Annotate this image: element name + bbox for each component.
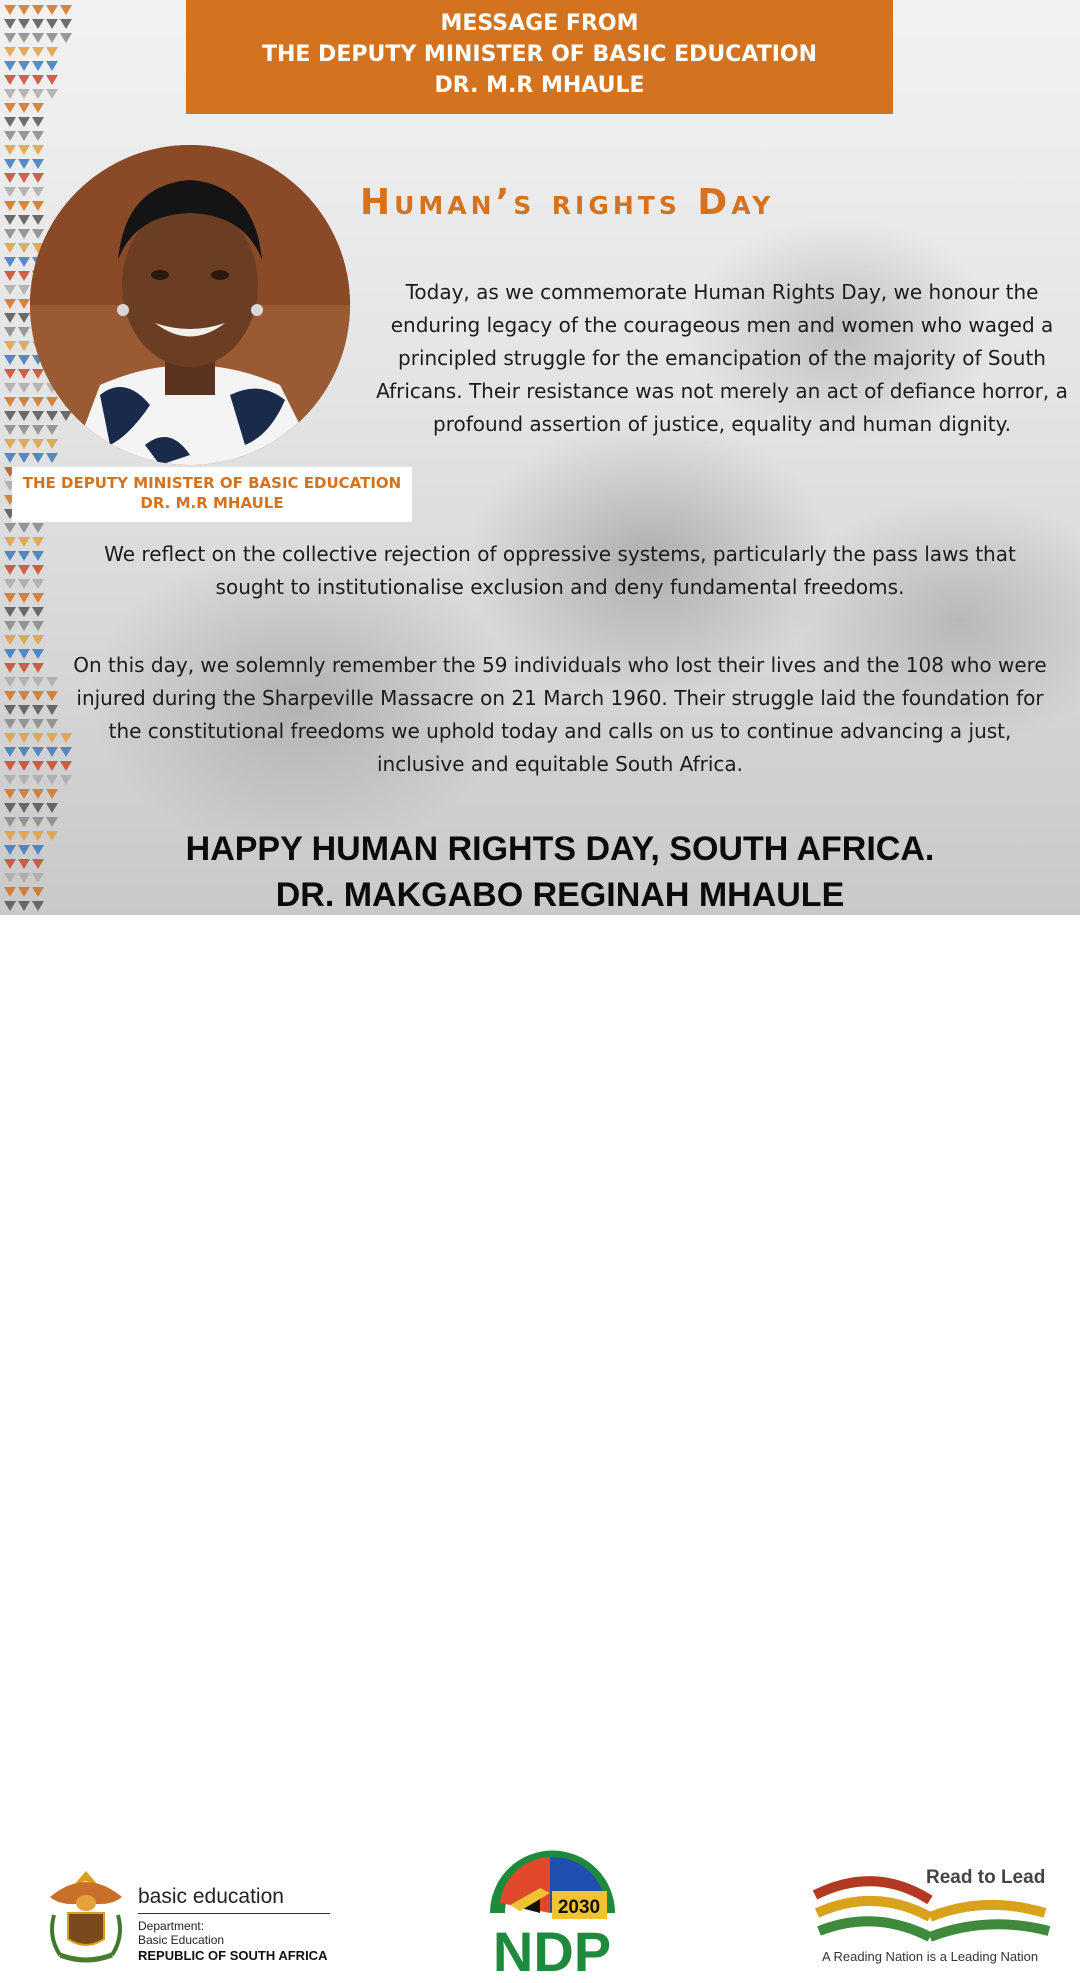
pattern-triangle	[18, 5, 30, 15]
pattern-triangle	[32, 453, 44, 463]
pattern-triangle	[18, 635, 30, 645]
pattern-triangle	[32, 369, 44, 379]
pattern-triangle	[4, 565, 16, 575]
pattern-triangle	[32, 607, 44, 617]
pattern-triangle	[46, 691, 58, 701]
pattern-triangle	[18, 537, 30, 547]
pattern-triangle	[4, 425, 16, 435]
pattern-triangle	[4, 313, 16, 323]
pattern-triangle	[18, 243, 30, 253]
pattern-triangle	[4, 635, 16, 645]
pattern-triangle	[4, 775, 16, 785]
pattern-triangle	[4, 761, 16, 771]
pattern-triangle	[46, 775, 58, 785]
pattern-triangle	[32, 789, 44, 799]
pattern-triangle	[4, 33, 16, 43]
pattern-triangle	[4, 901, 16, 911]
pattern-triangle	[4, 523, 16, 533]
pattern-triangle	[18, 705, 30, 715]
closing-line-2: DR. MAKGABO REGINAH MHAULE	[275, 876, 845, 914]
pattern-triangle	[32, 887, 44, 897]
pattern-triangle	[4, 621, 16, 631]
pattern-triangle	[46, 747, 58, 757]
pattern-triangle	[32, 775, 44, 785]
pattern-triangle	[18, 579, 30, 589]
pattern-triangle	[4, 257, 16, 267]
pattern-triangle	[46, 453, 58, 463]
pattern-triangle	[4, 411, 16, 421]
pattern-triangle	[46, 61, 58, 71]
pattern-triangle	[18, 285, 30, 295]
pattern-triangle	[4, 649, 16, 659]
pattern-triangle	[46, 75, 58, 85]
pattern-triangle	[32, 747, 44, 757]
dept-divider	[138, 1913, 330, 1914]
pattern-triangle	[4, 439, 16, 449]
pattern-triangle	[46, 19, 58, 29]
pattern-triangle	[46, 733, 58, 743]
minister-portrait	[30, 145, 350, 465]
pattern-triangle	[60, 5, 72, 15]
pattern-triangle	[18, 19, 30, 29]
pattern-triangle	[32, 425, 44, 435]
pattern-triangle	[46, 817, 58, 827]
pattern-triangle	[18, 621, 30, 631]
pattern-triangle	[4, 131, 16, 141]
pattern-triangle	[32, 33, 44, 43]
pattern-triangle	[4, 747, 16, 757]
pattern-triangle	[32, 47, 44, 57]
closing-line-1: HAPPY HUMAN RIGHTS DAY, SOUTH AFRICA.	[185, 830, 935, 868]
pattern-triangle	[18, 145, 30, 155]
pattern-triangle	[32, 523, 44, 533]
pattern-triangle	[4, 607, 16, 617]
pattern-triangle	[18, 565, 30, 575]
pattern-triangle	[4, 117, 16, 127]
dept-name: basic education	[138, 1885, 284, 1908]
closing-message	[60, 826, 1060, 915]
pattern-triangle	[32, 215, 44, 225]
pattern-triangle	[18, 873, 30, 883]
pattern-triangle	[46, 33, 58, 43]
pattern-triangle	[4, 243, 16, 253]
pattern-triangle	[32, 621, 44, 631]
pattern-triangle	[4, 271, 16, 281]
portrait-caption	[12, 467, 412, 522]
pattern-triangle	[4, 579, 16, 589]
pattern-triangle	[4, 845, 16, 855]
pattern-triangle	[18, 33, 30, 43]
pattern-triangle	[18, 859, 30, 869]
pattern-triangle	[18, 159, 30, 169]
pattern-triangle	[32, 19, 44, 29]
pattern-triangle	[46, 803, 58, 813]
pattern-triangle	[4, 173, 16, 183]
pattern-triangle	[18, 61, 30, 71]
pattern-triangle	[18, 719, 30, 729]
pattern-triangle	[18, 215, 30, 225]
pattern-triangle	[18, 551, 30, 561]
pattern-triangle	[4, 61, 16, 71]
pattern-triangle	[18, 397, 30, 407]
pattern-triangle	[18, 327, 30, 337]
pattern-triangle	[4, 719, 16, 729]
pattern-triangle	[4, 789, 16, 799]
paragraph-2: We reflect on the collective rejection of oppressive systems, particularly the pass laws that sought to institutionalise exclusion and deny fundamental freedoms.	[104, 542, 1016, 599]
pattern-triangle	[32, 229, 44, 239]
pattern-triangle	[32, 61, 44, 71]
pattern-triangle	[32, 173, 44, 183]
pattern-triangle	[4, 75, 16, 85]
pattern-triangle	[18, 173, 30, 183]
pattern-triangle	[18, 733, 30, 743]
pattern-triangle	[18, 747, 30, 757]
pattern-triangle	[32, 845, 44, 855]
pattern-triangle	[18, 257, 30, 267]
pattern-triangle	[32, 411, 44, 421]
pattern-triangle	[4, 187, 16, 197]
pattern-triangle	[4, 201, 16, 211]
pattern-triangle	[32, 649, 44, 659]
pattern-triangle	[32, 803, 44, 813]
pattern-triangle	[4, 355, 16, 365]
pattern-triangle	[32, 705, 44, 715]
pattern-triangle	[18, 831, 30, 841]
pattern-triangle	[18, 117, 30, 127]
pattern-triangle	[18, 691, 30, 701]
pattern-triangle	[32, 187, 44, 197]
pattern-triangle	[32, 131, 44, 141]
pattern-triangle	[18, 187, 30, 197]
pattern-triangle	[32, 593, 44, 603]
pattern-triangle	[32, 145, 44, 155]
pattern-triangle	[18, 47, 30, 57]
pattern-triangle	[32, 831, 44, 841]
pattern-triangle	[4, 733, 16, 743]
pattern-triangle	[32, 677, 44, 687]
pattern-triangle	[4, 551, 16, 561]
pattern-triangle	[18, 677, 30, 687]
pattern-triangle	[32, 537, 44, 547]
pattern-triangle	[46, 425, 58, 435]
poster-background	[0, 0, 1080, 915]
pattern-triangle	[18, 803, 30, 813]
pattern-triangle	[18, 789, 30, 799]
pattern-triangle	[32, 635, 44, 645]
pattern-triangle	[4, 663, 16, 673]
banner-line-3: DR. M.R MHAULE	[434, 73, 645, 98]
pattern-triangle	[18, 341, 30, 351]
pattern-triangle	[4, 159, 16, 169]
pattern-triangle	[32, 565, 44, 575]
pattern-triangle	[4, 341, 16, 351]
pattern-triangle	[18, 425, 30, 435]
banner-line-1: MESSAGE FROM	[440, 11, 639, 36]
pattern-triangle	[32, 397, 44, 407]
pattern-triangle	[32, 159, 44, 169]
pattern-triangle	[18, 761, 30, 771]
pattern-triangle	[18, 75, 30, 85]
pattern-triangle	[18, 439, 30, 449]
pattern-triangle	[18, 593, 30, 603]
pattern-triangle	[4, 285, 16, 295]
pattern-triangle	[4, 5, 16, 15]
pattern-triangle	[4, 705, 16, 715]
pattern-triangle	[4, 887, 16, 897]
pattern-triangle	[18, 887, 30, 897]
pattern-triangle	[4, 397, 16, 407]
pattern-triangle	[18, 131, 30, 141]
pattern-triangle	[4, 89, 16, 99]
pattern-triangle	[46, 5, 58, 15]
pattern-triangle	[18, 89, 30, 99]
ndp-label: NDP	[492, 1920, 612, 1983]
read-to-lead-tagline: A Reading Nation is a Leading Nation	[821, 1949, 1039, 1964]
pattern-triangle	[4, 537, 16, 547]
pattern-triangle	[32, 75, 44, 85]
pattern-triangle	[18, 663, 30, 673]
pattern-triangle	[4, 145, 16, 155]
pattern-triangle	[32, 551, 44, 561]
coat-of-arms-icon	[40, 1867, 132, 1967]
pattern-triangle	[32, 383, 44, 393]
pattern-triangle	[4, 383, 16, 393]
pattern-triangle	[4, 47, 16, 57]
pattern-triangle	[32, 117, 44, 127]
dept-republic: REPUBLIC OF SOUTH AFRICA	[138, 1948, 328, 1963]
pattern-triangle	[60, 19, 72, 29]
paragraph-3: On this day, we solemnly remember the 59 individuals who lost their lives and the 108 who were injured during the Sharpeville Massacre on 21 March 1960. Their struggle laid the foundation for the constitutional freedoms we uphold today and calls on us to continue advancing a just, inclusive and equitable South Africa.	[73, 653, 1047, 776]
pattern-triangle	[4, 215, 16, 225]
pattern-triangle	[4, 19, 16, 29]
pattern-triangle	[18, 369, 30, 379]
pattern-triangle	[32, 817, 44, 827]
pattern-triangle	[4, 229, 16, 239]
header-banner	[186, 0, 893, 114]
pattern-triangle	[4, 103, 16, 113]
dept-sub-2: Basic Education	[138, 1933, 225, 1947]
pattern-triangle	[46, 831, 58, 841]
caption-line-2: DR. M.R MHAULE	[140, 494, 284, 512]
pattern-triangle	[46, 411, 58, 421]
pattern-triangle	[18, 649, 30, 659]
pattern-triangle	[32, 691, 44, 701]
pattern-triangle	[46, 47, 58, 57]
ndp-year: 2030	[557, 1897, 601, 1918]
pattern-triangle	[32, 579, 44, 589]
pattern-triangle	[4, 593, 16, 603]
pattern-triangle	[4, 299, 16, 309]
pattern-triangle	[18, 201, 30, 211]
pattern-triangle	[18, 313, 30, 323]
pattern-triangle	[4, 677, 16, 687]
pattern-triangle	[46, 719, 58, 729]
pattern-triangle	[18, 383, 30, 393]
pattern-triangle	[18, 271, 30, 281]
pattern-triangle	[32, 719, 44, 729]
pattern-triangle	[32, 201, 44, 211]
pattern-triangle	[4, 453, 16, 463]
banner-line-2: THE DEPUTY MINISTER OF BASIC EDUCATION	[261, 42, 818, 67]
caption-line-1: THE DEPUTY MINISTER OF BASIC EDUCATION	[22, 474, 402, 492]
pattern-triangle	[18, 523, 30, 533]
dept-sub	[138, 1919, 224, 1947]
pattern-triangle	[32, 761, 44, 771]
pattern-triangle	[4, 803, 16, 813]
pattern-triangle	[18, 817, 30, 827]
pattern-triangle	[60, 33, 72, 43]
pattern-triangle	[46, 89, 58, 99]
pattern-triangle	[32, 859, 44, 869]
pattern-triangle	[46, 705, 58, 715]
pattern-triangle	[32, 873, 44, 883]
pattern-triangle	[18, 845, 30, 855]
paragraph-1: Today, as we commemorate Human Rights Day, we honour the enduring legacy of the courageous men and women who waged a principled struggle for the emancipation of the majority of South Africans. Their resistance was not merely an act of defiance horror, a profound assertion of justice, equality and human dignity.	[376, 280, 1068, 436]
pattern-triangle	[32, 89, 44, 99]
pattern-triangle	[32, 5, 44, 15]
pattern-triangle	[4, 859, 16, 869]
pattern-triangle	[46, 397, 58, 407]
pattern-triangle	[18, 607, 30, 617]
footer-logos	[0, 915, 1080, 1983]
pattern-triangle	[18, 355, 30, 365]
pattern-triangle	[4, 817, 16, 827]
pattern-triangle	[32, 901, 44, 911]
read-to-lead-title: Read to Lead	[926, 1867, 1046, 1888]
pattern-triangle	[18, 411, 30, 421]
pattern-triangle	[46, 761, 58, 771]
pattern-triangle	[18, 299, 30, 309]
pattern-triangle	[60, 411, 72, 421]
pattern-triangle	[4, 691, 16, 701]
page-title: Human’s rights Day	[360, 182, 775, 223]
pattern-triangle	[32, 103, 44, 113]
pattern-triangle	[32, 663, 44, 673]
pattern-triangle	[4, 831, 16, 841]
pattern-triangle	[18, 775, 30, 785]
pattern-triangle	[18, 103, 30, 113]
pattern-triangle	[4, 327, 16, 337]
ndp-logo-icon	[480, 1843, 625, 1983]
pattern-triangle	[46, 677, 58, 687]
dept-sub-1: Department:	[138, 1919, 205, 1933]
pattern-triangle	[32, 733, 44, 743]
pattern-triangle	[46, 789, 58, 799]
pattern-triangle	[32, 439, 44, 449]
pattern-triangle	[46, 439, 58, 449]
pattern-triangle	[18, 901, 30, 911]
pattern-triangle	[18, 453, 30, 463]
pattern-triangle	[4, 873, 16, 883]
pattern-triangle	[4, 369, 16, 379]
pattern-triangle	[18, 229, 30, 239]
